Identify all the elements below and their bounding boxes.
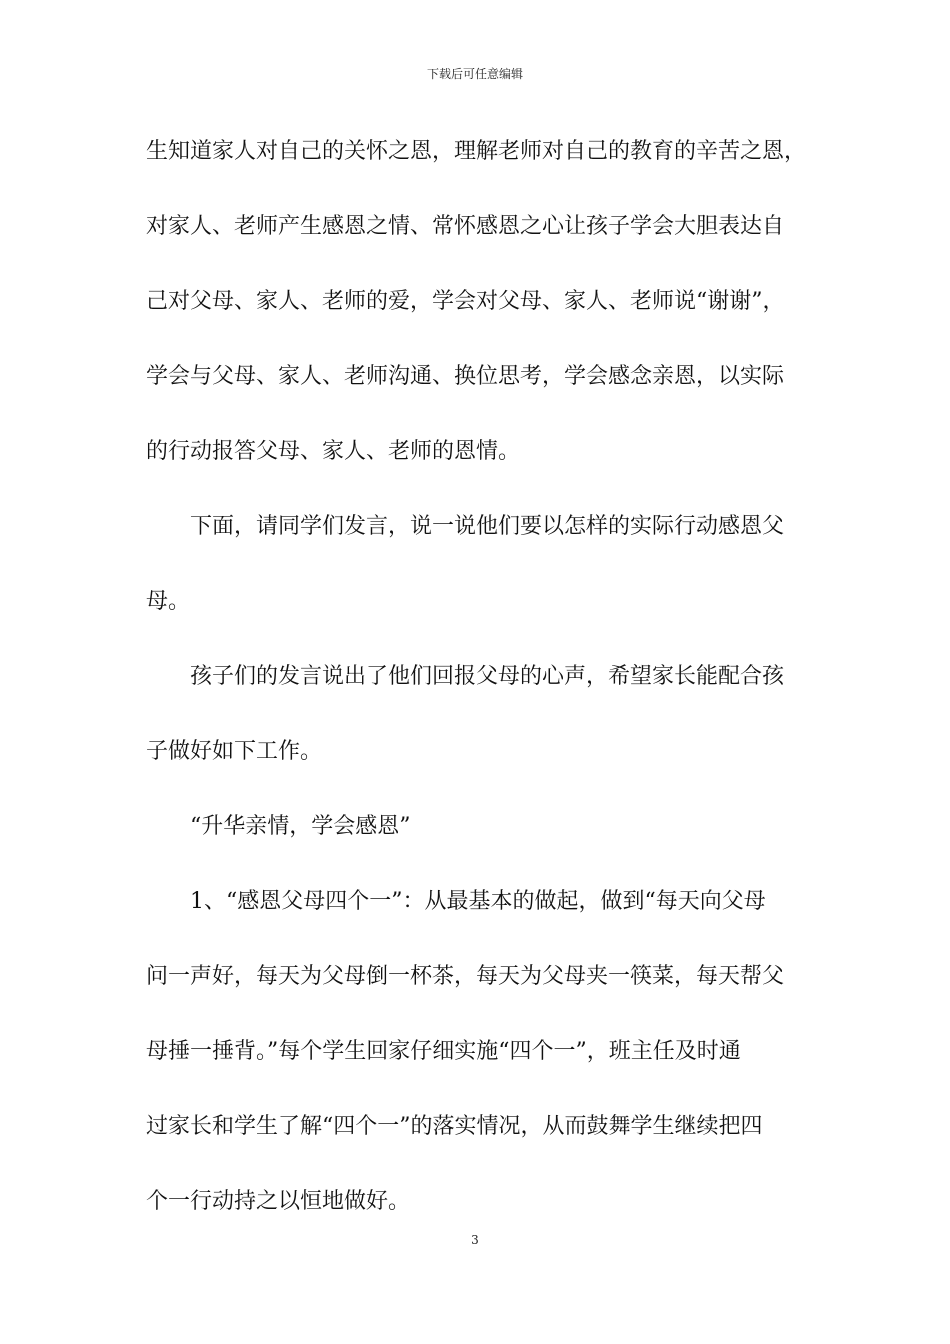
list-item-first-line: 1、“感恩父母四个一”：从最基本的做起，做到“每天向父母	[190, 889, 766, 914]
body-line: 问一声好，每天为父母倒一杯茶，每天为父母夹一筷菜，每天帮父	[146, 964, 785, 989]
body-line: 学会与父母、家人、老师沟通、换位思考，学会感念亲恩，以实际	[146, 364, 785, 389]
paragraph-first-line: 下面，请同学们发言，说一说他们要以怎样的实际行动感恩父	[190, 514, 785, 539]
page-number: 3	[471, 1233, 479, 1247]
body-line: 的行动报答父母、家人、老师的恩情。	[146, 439, 521, 464]
body-line: 己对父母、家人、老师的爱，学会对父母、家人、老师说“谢谢”，	[146, 289, 785, 314]
page-header-note: 下载后可任意编辑	[426, 67, 523, 81]
body-line: 生知道家人对自己的关怀之恩，理解老师对自己的教育的辛苦之恩，	[146, 139, 807, 164]
paragraph-first-line: 孩子们的发言说出了他们回报父母的心声，希望家长能配合孩	[190, 664, 785, 689]
body-line: 过家长和学生了解“四个一”的落实情况，从而鼓舞学生继续把四	[146, 1114, 763, 1139]
section-heading: “升华亲情，学会感恩”	[190, 814, 411, 839]
body-line: 子做好如下工作。	[146, 739, 323, 764]
body-line: 对家人、老师产生感恩之情、常怀感恩之心让孩子学会大胆表达自	[146, 214, 785, 239]
body-line: 个一行动持之以恒地做好。	[146, 1189, 411, 1214]
body-line: 母捶一捶背。”每个学生回家仔细实施“四个一”，班主任及时通	[146, 1039, 741, 1064]
body-line: 母。	[146, 589, 191, 614]
